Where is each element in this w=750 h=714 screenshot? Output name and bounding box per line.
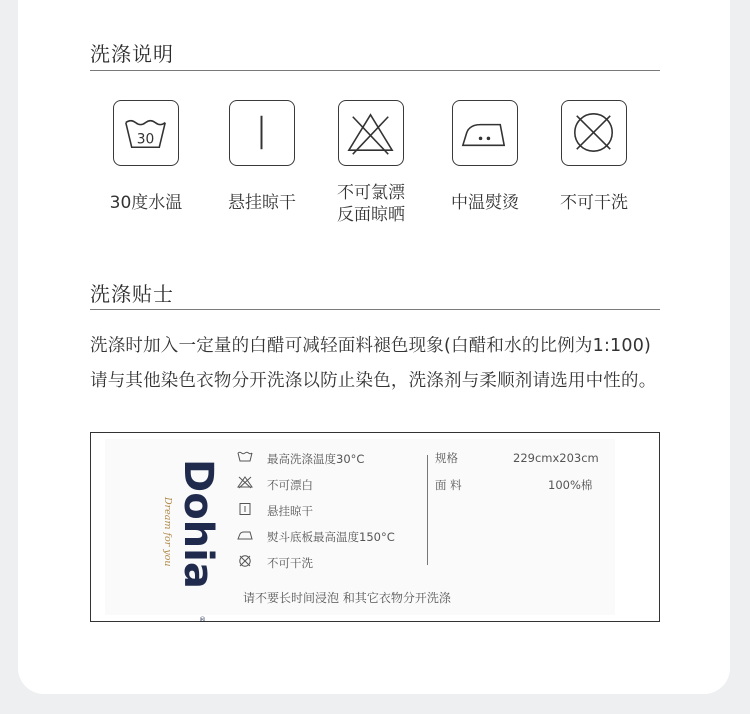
spec-value-size: 229cmx203cm — [513, 451, 599, 465]
wash-temp-number: 30 — [136, 131, 155, 148]
iron-medium-icon — [452, 100, 518, 166]
care-item-text: 悬挂晾干 — [267, 504, 313, 518]
no-dry-clean-small-icon — [237, 555, 253, 567]
brand-logo — [162, 457, 227, 624]
label-footer-note: 请不要长时间浸泡 和其它衣物分开洗涤 — [243, 591, 451, 605]
wash-30-icon — [113, 100, 179, 166]
iron-small-icon — [237, 529, 253, 541]
hang-dry-icon — [229, 100, 295, 166]
caption-no-bleach: 不可氯漂 反面晾晒 — [337, 183, 405, 225]
no-bleach-small-icon — [237, 476, 253, 488]
caption-wash-30: 30度水温 — [109, 193, 183, 213]
spec-key-size: 规格 — [435, 451, 458, 465]
care-item-text: 熨斗底板最高温度150°C — [267, 530, 395, 544]
svg-text:®: ® — [199, 616, 206, 624]
spec-value-fabric: 100%棉 — [548, 478, 593, 492]
care-label-inner — [105, 439, 615, 624]
spec-key-fabric: 面 料 — [435, 478, 462, 492]
tips-section-divider — [90, 309, 660, 310]
care-item-text: 不可漂白 — [267, 478, 313, 492]
svg-text:Dohia: Dohia — [175, 459, 221, 589]
label-divider — [427, 455, 428, 565]
no-bleach-icon — [338, 100, 404, 166]
no-dry-clean-icon — [561, 100, 627, 166]
care-item-text: 最高洗涤温度30°C — [267, 452, 365, 466]
care-label — [90, 432, 660, 622]
tips-line-1: 洗涤时加入一定量的白醋可减轻面料褪色现象(白醋和水的比例为1:100) — [90, 336, 652, 356]
svg-text:Dream for you: Dream for you — [162, 497, 173, 567]
caption-iron-medium: 中温熨烫 — [451, 193, 519, 213]
hang-dry-small-icon — [237, 503, 253, 515]
wash-basin-icon — [237, 450, 253, 462]
caption-hang-dry: 悬挂晾干 — [228, 193, 296, 213]
tips-line-2: 请与其他染色衣物分开洗涤以防止染色，洗涤剂与柔顺剂请选用中性的。 — [90, 371, 657, 391]
wash-section-title: 洗涤说明 — [90, 42, 174, 66]
wash-section-divider — [90, 70, 660, 71]
care-item-text: 不可干洗 — [267, 556, 313, 570]
caption-no-dry-clean: 不可干洗 — [560, 193, 628, 213]
tips-section-title: 洗涤贴士 — [90, 282, 174, 306]
